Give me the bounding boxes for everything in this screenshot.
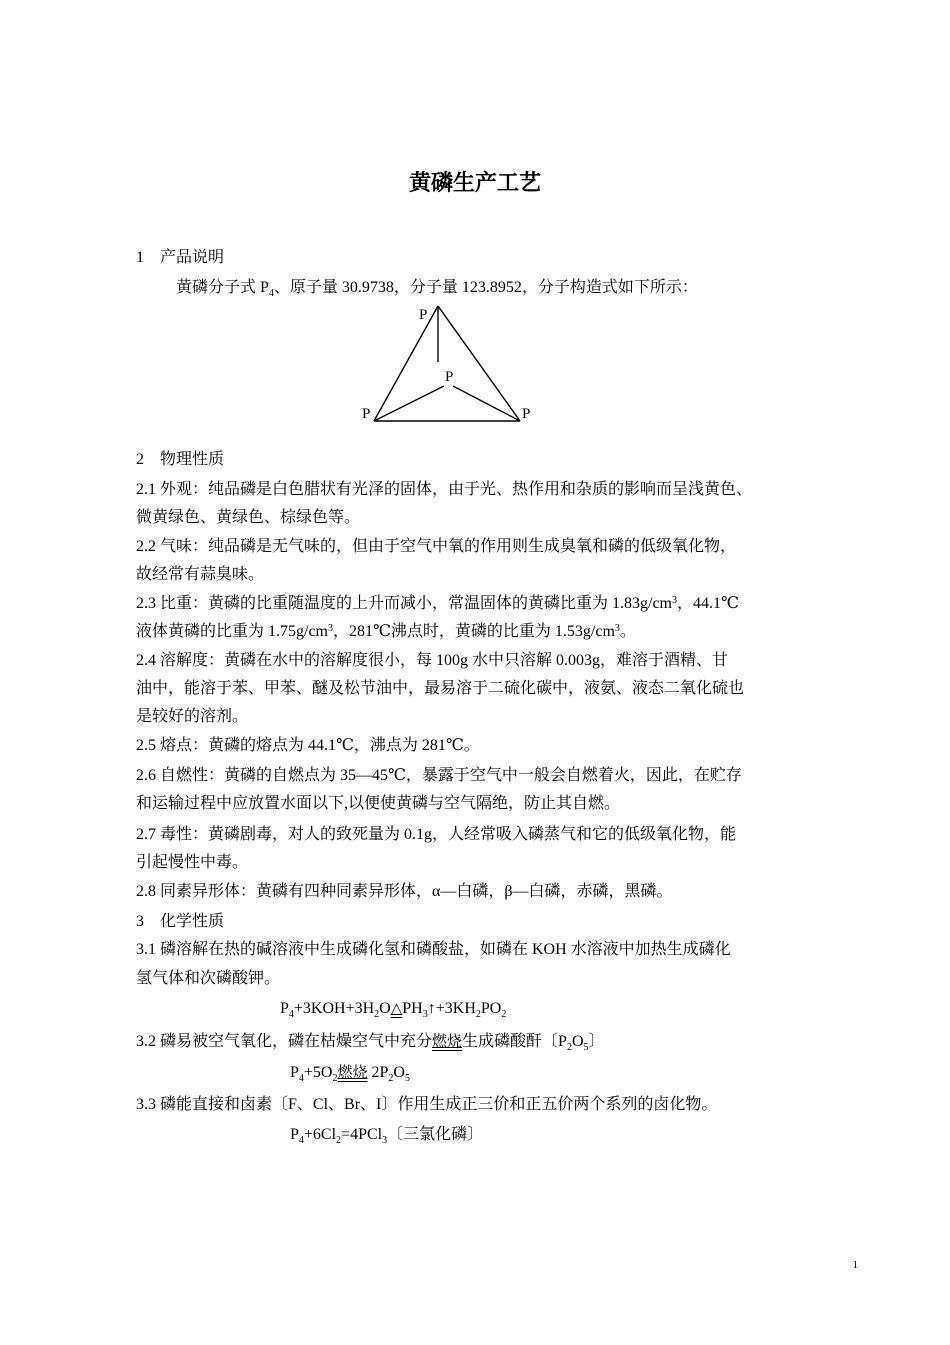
para-2-7-line2: 引起慢性中毒。 xyxy=(136,854,249,871)
para-2-4-line3: 是较好的溶剂。 xyxy=(136,708,249,725)
para-3-3: 3.3 磷能直接和卤素〔F、Cl、Br、I〕作用生成正三价和正五价两个系列的卤化物。 xyxy=(136,1096,718,1113)
section-3-heading: 3 化学性质 xyxy=(136,913,225,930)
atom-right: P xyxy=(522,406,531,422)
section-1-heading: 1 产品说明 xyxy=(136,249,225,266)
atom-left: P xyxy=(362,406,371,422)
para-2-1-line2: 微黄绿色、黄绿色、棕绿色等。 xyxy=(136,509,361,526)
equation-2: $P_4+5O_2$燃烧 $2P_2O_5$ xyxy=(290,1063,410,1084)
para-2-5: 2.5 熔点：黄磷的熔点为 44.1℃，沸点为 281℃。 xyxy=(136,737,480,754)
para-2-4-line1: 2.4 溶解度：黄磷在水中的溶解度很小，每 100g 水中只溶解 0.003g，难溶于酒精、甘 xyxy=(136,652,729,669)
para-3-2: 3.2 磷易被空气氧化，磷在枯燥空气中充分燃烧生成磷酸酐〔$P_2O_5$〕 xyxy=(136,1032,605,1053)
equation-1: $P_4+3KOH+3H_2O\triangle PH_3↑+3KH_2PO_2$ xyxy=(280,999,507,1020)
para-2-6-line1: 2.6 自燃性：黄磷的自燃点为 35—45℃，暴露于空气中一般会自燃着火，因此，在贮存 xyxy=(136,767,742,784)
para-2-1-line1: 2.1 外观：纯品磷是白色腊状有光泽的固体，由于光、热作用和杂质的影响而呈浅黄色、 xyxy=(136,481,753,498)
para-2-8: 2.8 同素异形体：黄磷有四种同素异形体，α—白磷，β—白磷，赤磷，黑磷。 xyxy=(136,883,673,900)
para-2-7-line1: 2.7 毒性：黄磷剧毒，对人的致死量为 0.1g，人经常吸入磷蒸气和它的低级氧化物，能 xyxy=(136,826,737,843)
para-2-4-line2: 油中，能溶于苯、甲苯、醚及松节油中，最易溶于二硫化碳中，液氨、液态二氧化硫也 xyxy=(136,680,745,697)
para-2-3-line2: 液体黄磷的比重为 $1.75g/cm^3$，281℃沸点时，黄磷的比重为 $1.53g/cm^3$。 xyxy=(136,623,636,640)
page-number: 1 xyxy=(852,1259,858,1271)
atom-top: P xyxy=(419,307,428,323)
section-1-intro: 黄磷分子式 $P_4$、原子量 30.9738，分子量 123.8952，分子构造式如下所示： xyxy=(176,279,698,299)
page-title: 黄磷生产工艺 xyxy=(408,171,541,196)
para-2-2-line1: 2.2 气味：纯品磷是无气味的，但由于空气中氧的作用则生成臭氧和磷的低级氧化物， xyxy=(136,538,737,555)
molecule-bonds xyxy=(350,300,550,430)
section-2-heading: 2 物理性质 xyxy=(136,451,225,468)
para-2-3-line1: 2.3 比重：黄磷的比重随温度的上升而减小，常温固体的黄磷比重为 $1.83g/cm^3$，44.1℃ xyxy=(136,595,739,612)
para-2-6-line2: 和运输过程中应放置水面以下,以便使黄磷与空气隔绝，防止其自燃。 xyxy=(136,795,621,812)
para-2-2-line2: 故经常有蒜臭味。 xyxy=(136,566,265,583)
para-3-1-line2: 氢气体和次磷酸钾。 xyxy=(136,970,281,987)
equation-3: $P_4+6Cl_2=4PCl_3$〔三氯化磷〕 xyxy=(290,1126,484,1146)
molecule-structure xyxy=(350,300,550,430)
para-3-1-line1: 3.1 磷溶解在热的碱溶液中生成磷化氢和磷酸盐，如磷在 KOH 水溶液中加热生成磷化 xyxy=(136,941,731,958)
atom-center: P xyxy=(445,369,454,385)
